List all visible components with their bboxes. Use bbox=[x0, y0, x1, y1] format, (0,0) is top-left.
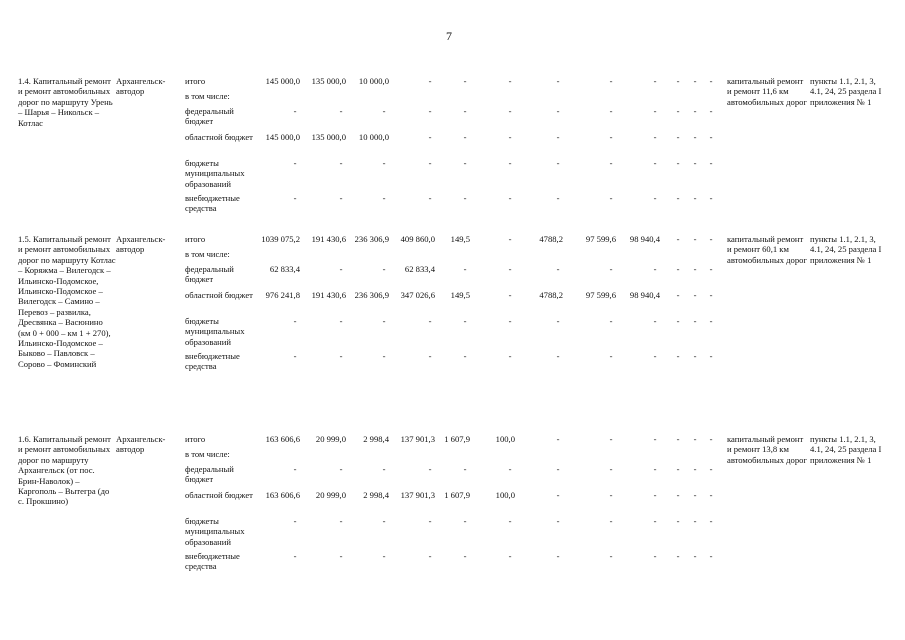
value-cell: - bbox=[609, 132, 613, 142]
value-cell: - bbox=[556, 193, 560, 203]
value-cell: - bbox=[709, 290, 713, 300]
value-cell: - bbox=[463, 132, 467, 142]
value-cell: - bbox=[709, 234, 713, 244]
value-cell: - bbox=[463, 158, 467, 168]
value-cell: - bbox=[693, 516, 697, 526]
value-cell: - bbox=[463, 106, 467, 116]
value-cell: - bbox=[556, 158, 560, 168]
value-cell: 2 998,4 bbox=[363, 490, 389, 500]
value-cell: - bbox=[508, 193, 512, 203]
value-cell: 135 000,0 bbox=[311, 132, 346, 142]
value-cell: - bbox=[382, 193, 386, 203]
value-cell: - bbox=[556, 132, 560, 142]
value-cell: - bbox=[463, 551, 467, 561]
value-cell: - bbox=[382, 464, 386, 474]
value-cell: 20 999,0 bbox=[315, 490, 346, 500]
value-cell: - bbox=[508, 132, 512, 142]
value-cell: 4788,2 bbox=[539, 290, 563, 300]
value-cell: - bbox=[463, 76, 467, 86]
value-cell: - bbox=[676, 234, 680, 244]
value-cell: - bbox=[508, 316, 512, 326]
value-cell: - bbox=[693, 193, 697, 203]
value-cell: 347 026,6 bbox=[400, 290, 435, 300]
value-cell: - bbox=[676, 551, 680, 561]
value-cell: 976 241,8 bbox=[265, 290, 300, 300]
value-cell: - bbox=[709, 264, 713, 274]
value-cell: - bbox=[428, 76, 432, 86]
value-cell: - bbox=[463, 316, 467, 326]
value-cell: - bbox=[676, 490, 680, 500]
value-cell: - bbox=[339, 464, 343, 474]
value-cell: - bbox=[508, 516, 512, 526]
funding-source-label: федеральный бюджет bbox=[185, 106, 234, 127]
value-cell: - bbox=[339, 551, 343, 561]
value-cell: - bbox=[693, 490, 697, 500]
value-cell: 236 306,9 bbox=[354, 234, 389, 244]
value-cell: - bbox=[709, 516, 713, 526]
value-cell: - bbox=[676, 76, 680, 86]
funding-source-label: итого bbox=[185, 234, 206, 244]
value-cell: 100,0 bbox=[495, 434, 515, 444]
value-cell: - bbox=[653, 551, 657, 561]
value-cell: - bbox=[609, 316, 613, 326]
value-cell: - bbox=[293, 193, 297, 203]
funding-source-label: областной бюджет bbox=[185, 490, 253, 500]
value-cell: - bbox=[428, 193, 432, 203]
value-cell: 137 901,3 bbox=[400, 434, 435, 444]
value-cell: - bbox=[693, 132, 697, 142]
funding-source-label: в том числе: bbox=[185, 91, 230, 101]
value-cell: - bbox=[508, 551, 512, 561]
value-cell: - bbox=[693, 158, 697, 168]
value-cell: - bbox=[508, 264, 512, 274]
value-cell: - bbox=[693, 76, 697, 86]
value-cell: - bbox=[382, 316, 386, 326]
value-cell: - bbox=[709, 316, 713, 326]
funding-source-label: бюджеты муниципальных образований bbox=[185, 316, 245, 347]
value-cell: - bbox=[709, 193, 713, 203]
value-cell: - bbox=[382, 264, 386, 274]
funding-source-label: федеральный бюджет bbox=[185, 464, 234, 485]
value-cell: - bbox=[508, 158, 512, 168]
funding-source-label: бюджеты муниципальных образований bbox=[185, 158, 245, 189]
value-cell: - bbox=[382, 106, 386, 116]
result-text: капитальный ремонт и ремонт 13,8 км автомобильных дорог bbox=[727, 434, 807, 465]
value-cell: - bbox=[676, 516, 680, 526]
value-cell: 163 606,6 bbox=[265, 490, 300, 500]
value-cell: - bbox=[709, 551, 713, 561]
value-cell: - bbox=[508, 464, 512, 474]
value-cell: - bbox=[609, 158, 613, 168]
value-cell: - bbox=[463, 193, 467, 203]
value-cell: - bbox=[293, 351, 297, 361]
value-cell: - bbox=[609, 434, 613, 444]
value-cell: - bbox=[556, 264, 560, 274]
value-cell: 2 998,4 bbox=[363, 434, 389, 444]
value-cell: - bbox=[693, 316, 697, 326]
value-cell: - bbox=[709, 464, 713, 474]
item-title: 1.4. Капитальный ремонт и ремонт автомобильных дорог по маршруту Урень – Шарья – Никольск – Котлас bbox=[18, 76, 113, 128]
value-cell: - bbox=[709, 106, 713, 116]
value-cell: - bbox=[428, 106, 432, 116]
value-cell: - bbox=[676, 464, 680, 474]
funding-source-label: итого bbox=[185, 76, 206, 86]
value-cell: - bbox=[653, 464, 657, 474]
value-cell: 135 000,0 bbox=[311, 76, 346, 86]
value-cell: - bbox=[653, 76, 657, 86]
value-cell: - bbox=[556, 76, 560, 86]
value-cell: - bbox=[556, 434, 560, 444]
value-cell: - bbox=[653, 351, 657, 361]
funding-source-label: внебюджетные средства bbox=[185, 351, 240, 372]
item-title: 1.6. Капитальный ремонт и ремонт автомобильных дорог по маршруту Архангельск (от пос. Брин-Наволок) – Каргополь – Вытегра (до с. Прокшино) bbox=[18, 434, 111, 507]
funding-source-label: в том числе: bbox=[185, 449, 230, 459]
value-cell: 10 000,0 bbox=[358, 76, 389, 86]
value-cell: - bbox=[653, 264, 657, 274]
value-cell: - bbox=[709, 76, 713, 86]
value-cell: - bbox=[428, 551, 432, 561]
value-cell: - bbox=[609, 193, 613, 203]
value-cell: - bbox=[693, 351, 697, 361]
value-cell: 97 599,6 bbox=[585, 234, 616, 244]
value-cell: - bbox=[653, 516, 657, 526]
value-cell: - bbox=[693, 234, 697, 244]
value-cell: - bbox=[556, 316, 560, 326]
value-cell: - bbox=[693, 264, 697, 274]
value-cell: - bbox=[382, 351, 386, 361]
value-cell: - bbox=[693, 106, 697, 116]
value-cell: - bbox=[556, 551, 560, 561]
funding-source-label: областной бюджет bbox=[185, 132, 253, 142]
funding-source-label: в том числе: bbox=[185, 249, 230, 259]
value-cell: - bbox=[609, 106, 613, 116]
value-cell: - bbox=[339, 351, 343, 361]
value-cell: - bbox=[676, 351, 680, 361]
value-cell: - bbox=[676, 290, 680, 300]
item-title: 1.5. Капитальный ремонт и ремонт автомобильных дорог по маршруту Котлас – Коряжма – Вилегодск – Ильинско-Подомское, Ильинско-Подомское – Вилегодск – Самино – Перевоз – развилка, Дресвянка – Васюнино (км 0 + 000 – км 1 + 270), Ильинско-Подомское – Быково – Павловск – Сорово – Фоминский bbox=[18, 234, 116, 369]
result-text: капитальный ремонт и ремонт 60,1 км автомобильных дорог bbox=[727, 234, 807, 265]
value-cell: - bbox=[693, 551, 697, 561]
value-cell: 62 833,4 bbox=[269, 264, 300, 274]
value-cell: 145 000,0 bbox=[265, 132, 300, 142]
value-cell: 1 607,9 bbox=[444, 490, 470, 500]
value-cell: 4788,2 bbox=[539, 234, 563, 244]
value-cell: - bbox=[609, 551, 613, 561]
value-cell: - bbox=[676, 316, 680, 326]
value-cell: - bbox=[676, 106, 680, 116]
value-cell: - bbox=[428, 158, 432, 168]
value-cell: - bbox=[508, 234, 512, 244]
value-cell: - bbox=[463, 264, 467, 274]
value-cell: - bbox=[609, 464, 613, 474]
value-cell: - bbox=[556, 106, 560, 116]
value-cell: - bbox=[609, 76, 613, 86]
value-cell: - bbox=[609, 490, 613, 500]
value-cell: - bbox=[653, 132, 657, 142]
value-cell: 145 000,0 bbox=[265, 76, 300, 86]
value-cell: - bbox=[339, 264, 343, 274]
value-cell: 97 599,6 bbox=[585, 290, 616, 300]
value-cell: - bbox=[293, 106, 297, 116]
value-cell: - bbox=[653, 106, 657, 116]
points-text: пункты 1.1, 2.1, 3, 4.1, 24, 25 раздела I приложения № 1 bbox=[810, 434, 882, 465]
value-cell: - bbox=[508, 351, 512, 361]
value-cell: 149,5 bbox=[450, 234, 470, 244]
value-cell: - bbox=[339, 516, 343, 526]
value-cell: - bbox=[382, 158, 386, 168]
value-cell: - bbox=[556, 351, 560, 361]
value-cell: - bbox=[428, 132, 432, 142]
executor: Архангельск-автодор bbox=[116, 234, 166, 255]
funding-source-label: внебюджетные средства bbox=[185, 193, 240, 214]
value-cell: 149,5 bbox=[450, 290, 470, 300]
value-cell: 409 860,0 bbox=[400, 234, 435, 244]
value-cell: - bbox=[339, 106, 343, 116]
executor: Архангельск-автодор bbox=[116, 434, 166, 455]
value-cell: - bbox=[293, 551, 297, 561]
value-cell: - bbox=[653, 193, 657, 203]
value-cell: - bbox=[653, 490, 657, 500]
value-cell: 1039 075,2 bbox=[261, 234, 300, 244]
value-cell: - bbox=[508, 106, 512, 116]
value-cell: - bbox=[709, 158, 713, 168]
value-cell: - bbox=[463, 464, 467, 474]
value-cell: - bbox=[428, 516, 432, 526]
value-cell: - bbox=[293, 516, 297, 526]
value-cell: - bbox=[709, 434, 713, 444]
value-cell: - bbox=[676, 193, 680, 203]
value-cell: - bbox=[676, 434, 680, 444]
value-cell: - bbox=[428, 464, 432, 474]
value-cell: - bbox=[693, 290, 697, 300]
value-cell: 191 430,6 bbox=[311, 234, 346, 244]
value-cell: - bbox=[508, 290, 512, 300]
value-cell: - bbox=[556, 464, 560, 474]
value-cell: 137 901,3 bbox=[400, 490, 435, 500]
points-text: пункты 1.1, 2.1, 3, 4.1, 24, 25 раздела I приложения № 1 bbox=[810, 234, 882, 265]
value-cell: - bbox=[609, 351, 613, 361]
value-cell: - bbox=[676, 132, 680, 142]
value-cell: - bbox=[339, 193, 343, 203]
value-cell: 62 833,4 bbox=[404, 264, 435, 274]
value-cell: - bbox=[709, 490, 713, 500]
value-cell: - bbox=[709, 351, 713, 361]
value-cell: - bbox=[653, 158, 657, 168]
value-cell: - bbox=[709, 132, 713, 142]
value-cell: 20 999,0 bbox=[315, 434, 346, 444]
value-cell: - bbox=[293, 158, 297, 168]
value-cell: - bbox=[463, 516, 467, 526]
value-cell: 100,0 bbox=[495, 490, 515, 500]
points-text: пункты 1.1, 2.1, 3, 4.1, 24, 25 раздела I приложения № 1 bbox=[810, 76, 882, 107]
funding-source-label: областной бюджет bbox=[185, 290, 253, 300]
value-cell: - bbox=[293, 464, 297, 474]
funding-source-label: бюджеты муниципальных образований bbox=[185, 516, 245, 547]
value-cell: - bbox=[556, 490, 560, 500]
funding-source-label: федеральный бюджет bbox=[185, 264, 234, 285]
value-cell: 98 940,4 bbox=[629, 290, 660, 300]
value-cell: - bbox=[653, 434, 657, 444]
value-cell: - bbox=[382, 516, 386, 526]
value-cell: - bbox=[676, 264, 680, 274]
value-cell: - bbox=[676, 158, 680, 168]
value-cell: - bbox=[609, 516, 613, 526]
result-text: капитальный ремонт и ремонт 11,6 км автомобильных дорог bbox=[727, 76, 807, 107]
value-cell: - bbox=[428, 316, 432, 326]
funding-source-label: итого bbox=[185, 434, 206, 444]
value-cell: 1 607,9 bbox=[444, 434, 470, 444]
value-cell: - bbox=[428, 351, 432, 361]
value-cell: 98 940,4 bbox=[629, 234, 660, 244]
value-cell: - bbox=[463, 351, 467, 361]
value-cell: - bbox=[293, 316, 297, 326]
page-number: 7 bbox=[446, 29, 452, 43]
value-cell: - bbox=[693, 434, 697, 444]
value-cell: - bbox=[693, 464, 697, 474]
value-cell: - bbox=[609, 264, 613, 274]
executor: Архангельск-автодор bbox=[116, 76, 166, 97]
value-cell: 191 430,6 bbox=[311, 290, 346, 300]
value-cell: 236 306,9 bbox=[354, 290, 389, 300]
value-cell: - bbox=[382, 551, 386, 561]
value-cell: 10 000,0 bbox=[358, 132, 389, 142]
value-cell: - bbox=[653, 316, 657, 326]
value-cell: 163 606,6 bbox=[265, 434, 300, 444]
funding-source-label: внебюджетные средства bbox=[185, 551, 240, 572]
value-cell: - bbox=[339, 158, 343, 168]
value-cell: - bbox=[556, 516, 560, 526]
value-cell: - bbox=[339, 316, 343, 326]
value-cell: - bbox=[508, 76, 512, 86]
